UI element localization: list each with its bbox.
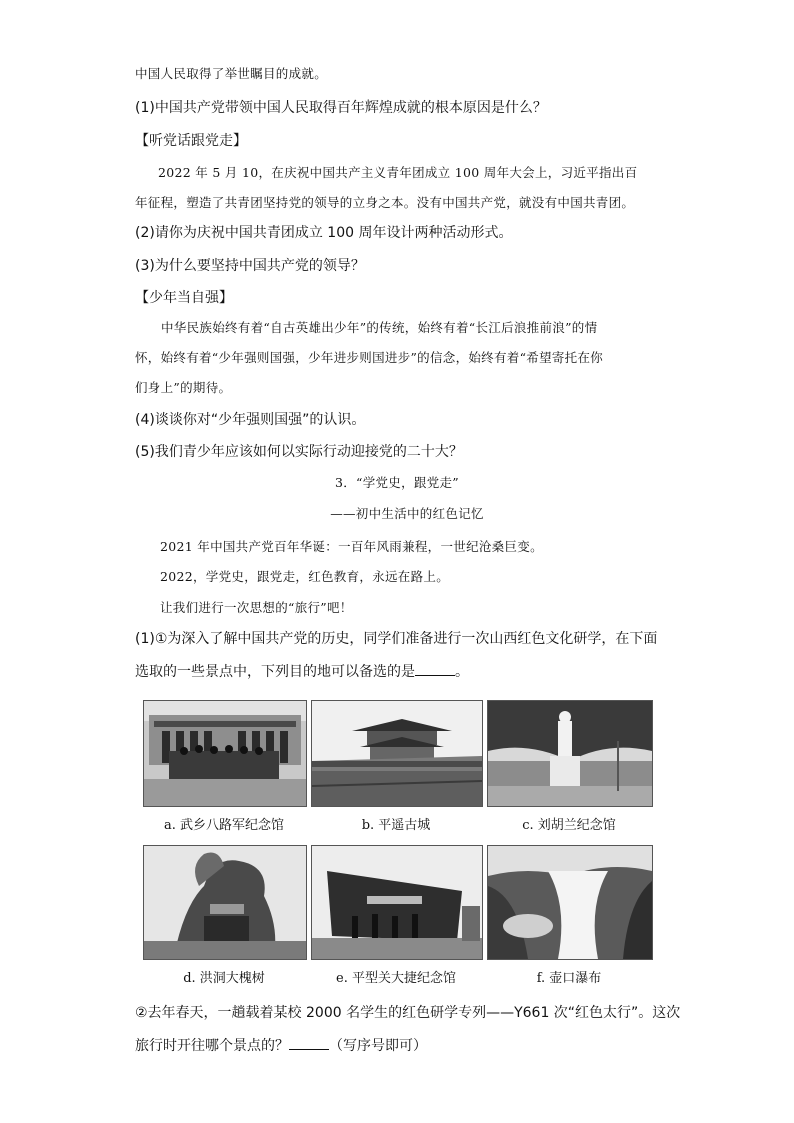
section-heading-1: 【听党话跟党走】 bbox=[135, 133, 247, 149]
question-7b bbox=[135, 1035, 427, 1056]
question-6b-end: 。 bbox=[455, 664, 469, 680]
question-7a: ②去年春天，一趟载着某校 2000 名学生的红色研学专列——Y661 次“红色太行”。这次 bbox=[135, 1005, 681, 1021]
paragraph-1a: 2022 年 5 月 10，在庆祝中国共产主义青年团成立 100 周年大会上，习近平指出百 bbox=[158, 165, 638, 180]
intro-text: 中国人民取得了举世瞩目的成就。 bbox=[135, 66, 328, 81]
question-3: (3)为什么要坚持中国共产党的领导？ bbox=[135, 258, 365, 274]
statue-photo bbox=[487, 700, 653, 807]
question-6b bbox=[135, 661, 469, 682]
section-heading-2: 【少年当自强】 bbox=[135, 290, 233, 306]
section-title-3: 3．“学党史，跟党走” bbox=[334, 475, 460, 490]
question-6a: (1)①为深入了解中国共产党的历史，同学们准备进行一次山西红色文化研学，在下面 bbox=[135, 631, 658, 647]
paragraph-2a: 中华民族始终有着“自古英雄出少年”的传统，始终有着“长江后浪推前浪”的情 bbox=[161, 320, 598, 335]
caption-b: b. 平遥古城 bbox=[361, 818, 431, 833]
waterfall-photo bbox=[487, 845, 653, 960]
paragraph-1b: 年征程，塑造了共青团坚持党的领导的立身之本。没有中国共产党，就没有中国共青团。 bbox=[135, 195, 635, 210]
paragraph-2c: 们身上”的期待。 bbox=[135, 380, 232, 395]
memorial-hall-photo bbox=[143, 700, 307, 807]
question-4: (4)谈谈你对“少年强则国强”的认识。 bbox=[135, 412, 366, 428]
question-6b-text: 选取的一些景点中，下列目的地可以备选的是 bbox=[135, 664, 415, 680]
paragraph-2b: 怀，始终有着“少年强则国强，少年进步则国进步”的信念，始终有着“希望寄托在你 bbox=[135, 350, 604, 365]
answer-blank-1 bbox=[415, 661, 455, 676]
big-tree-photo bbox=[143, 845, 307, 960]
caption-d: d. 洪洞大槐树 bbox=[183, 971, 265, 986]
paragraph-3c: 让我们进行一次思想的“旅行”吧！ bbox=[160, 600, 353, 615]
ancient-city-photo bbox=[311, 700, 483, 807]
question-7b-text: 旅行时开往哪个景点的？ bbox=[135, 1038, 289, 1054]
caption-f: f. 壶口瀑布 bbox=[536, 971, 602, 986]
paragraph-3a: 2021 年中国共产党百年华诞：一百年风雨兼程，一世纪沧桑巨变。 bbox=[160, 539, 543, 554]
paragraph-3b: 2022，学党史，跟党走，红色教育，永远在路上。 bbox=[160, 569, 450, 584]
caption-e: e. 平型关大捷纪念馆 bbox=[336, 971, 456, 986]
caption-a: a. 武乡八路军纪念馆 bbox=[163, 818, 284, 833]
question-7b-end: （写序号即可） bbox=[329, 1038, 427, 1054]
monument-photo bbox=[311, 845, 483, 960]
answer-blank-2 bbox=[289, 1035, 329, 1050]
question-2: (2)请你为庆祝中国共青团成立 100 周年设计两种活动形式。 bbox=[135, 225, 513, 241]
section-subtitle-3: ——初中生活中的红色记忆 bbox=[330, 506, 484, 521]
question-5: (5)我们青少年应该如何以实际行动迎接党的二十大？ bbox=[135, 444, 463, 460]
question-1: (1)中国共产党带领中国人民取得百年辉煌成就的根本原因是什么？ bbox=[135, 100, 547, 116]
caption-c: c. 刘胡兰纪念馆 bbox=[522, 818, 616, 833]
